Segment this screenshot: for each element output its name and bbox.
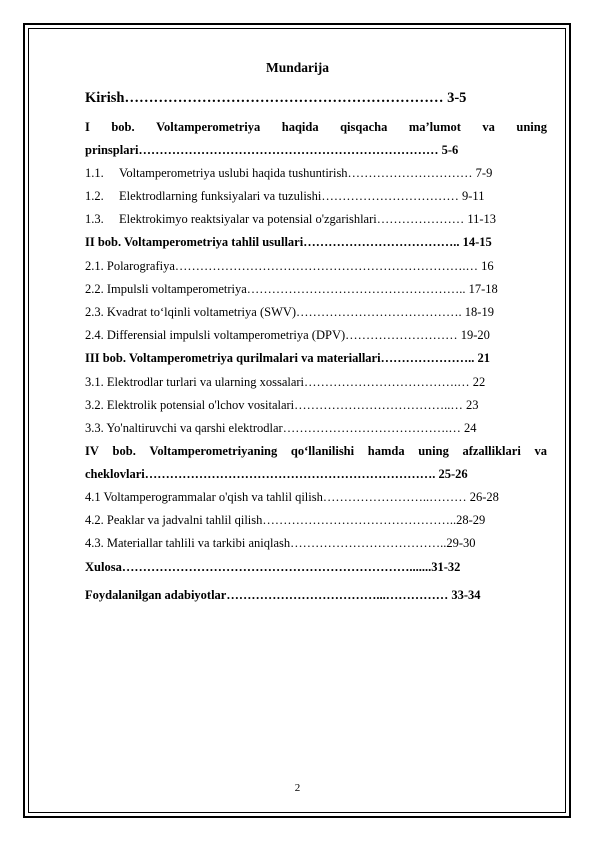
chapter1-word: qisqacha (340, 120, 388, 134)
toc-chapter-1-line1 (85, 119, 547, 135)
toc-chapter-1-line2: prinsplari……………………………………………………………… 5-6 (85, 143, 459, 157)
chapter4-word: qo‘llanilishi (290, 444, 355, 458)
section-number: 1.3. (85, 212, 104, 226)
chapter1-word: haqida (281, 120, 319, 134)
toc-section-2-4: 2.4. Differensial impulsli voltamperometriya (DPV)……………………… 19-20 (85, 328, 490, 342)
toc-section-3-1: 3.1. Elektrodlar turlari va ularning xossalari……………………………….… 22 (85, 375, 486, 389)
section-number: 1.1. (85, 166, 104, 180)
toc-chapter-2: II bob. Voltamperometriya tahlil usullari……………………………….. 14-15 (85, 235, 492, 249)
chapter4-word: IV (85, 444, 99, 458)
chapter4-word: Voltamperometriyaning (149, 444, 278, 458)
toc-section-1-2 (85, 188, 547, 204)
section-text: Elektrodlarning funksiyalari va tuzulishi…………………………… 9-11 (119, 189, 485, 203)
chapter1-word: I (85, 120, 90, 134)
section-text: Voltamperometriya uslubi haqida tushuntirish………………………… 7-9 (119, 166, 493, 180)
toc-chapter-4-line1 (85, 443, 547, 459)
toc-entry-references: Foydalanilgan adabiyotlar………………………………...…………… 33-34 (85, 588, 481, 602)
chapter4-word: hamda (367, 444, 405, 458)
toc-section-3-3: 3.3. Yo'naltiruvchi va qarshi elektrodlar………………………………….… 24 (85, 421, 477, 435)
chapter1-word: ma’lumot (408, 120, 461, 134)
toc-chapter-3: III bob. Voltamperometriya qurilmalari va materiallari………………….. 21 (85, 351, 490, 365)
page-number: 2 (294, 782, 301, 794)
toc-section-4-2: 4.2. Peaklar va jadvalni tahlil qilish………………………………………..28-29 (85, 513, 486, 527)
toc-section-2-1: 2.1. Polarografiya…………………………………………………………….… 16 (85, 259, 494, 273)
section-number: 1.2. (85, 189, 104, 203)
toc-section-2-3: 2.3. Kvadrat to‘lqinli voltametriya (SWV)…………………………………. 18-19 (85, 305, 494, 319)
section-text: Elektrokimyo reaktsiyalar va potensial o'zgarishlari………………… 11-13 (119, 212, 497, 226)
chapter4-word: uning (418, 444, 449, 458)
chapter1-word: Voltamperometriya (156, 120, 261, 134)
toc-entry-xulosa: Xulosa…………………………………………………………….......31-32 (85, 560, 461, 574)
chapter1-word: va (482, 120, 495, 134)
chapter1-word: uning (516, 120, 547, 134)
toc-chapter-4-line2: cheklovlari……………………………………………………………. 25-26 (85, 467, 468, 481)
toc-section-1-3 (85, 211, 547, 227)
toc-section-1-1 (85, 165, 547, 181)
page-title: Mundarija (265, 60, 329, 75)
toc-entry-kirish: Kirish………………………………………………………… 3-5 (85, 90, 467, 106)
toc-section-3-2: 3.2. Elektrolik potensial o'lchov vositalari………………………………..… 23 (85, 398, 479, 412)
chapter1-word: bob. (111, 120, 135, 134)
chapter4-word: afzalliklari (462, 444, 521, 458)
toc-section-4-3: 4.3. Materiallar tahlili va tarkibi aniqlash………………………………..29-30 (85, 536, 476, 550)
chapter4-word: va (534, 444, 547, 458)
toc-section-2-2: 2.2. Impulsli voltamperometriya…………………………………………….. 17-18 (85, 282, 498, 296)
chapter4-word: bob. (112, 444, 136, 458)
toc-section-4-1: 4.1 Voltamperogrammalar o'qish va tahlil qilish……………………..……… 26-28 (85, 490, 499, 504)
